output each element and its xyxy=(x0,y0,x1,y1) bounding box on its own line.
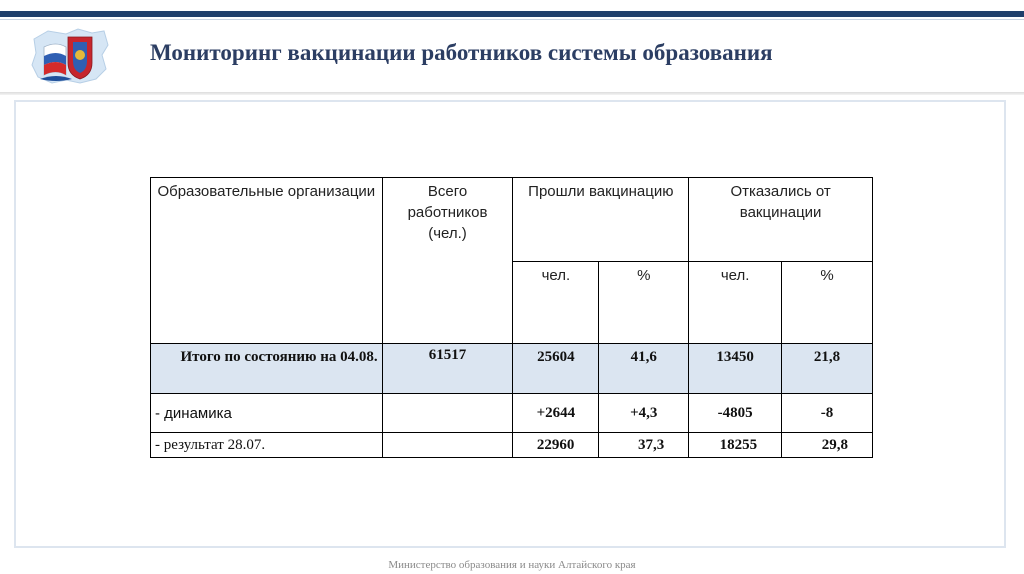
cell-total xyxy=(382,433,513,458)
header-divider xyxy=(0,92,1024,95)
header-vaccinated: Прошли вакцинацию xyxy=(513,178,689,262)
cell-refused-percent: 21,8 xyxy=(782,344,873,394)
cell-refused-percent: 29,8 xyxy=(782,433,873,458)
cell-vaccinated-people: 22960 xyxy=(513,433,599,458)
cell-vaccinated-percent: +4,3 xyxy=(599,394,689,433)
cell-vaccinated-percent: 41,6 xyxy=(599,344,689,394)
subheader-vaccinated-percent: % xyxy=(599,262,689,344)
cell-refused-people: 18255 xyxy=(689,433,782,458)
table-header-row xyxy=(151,178,873,262)
header-refused: Отказались от вакцинации xyxy=(689,178,873,262)
ministry-logo-icon xyxy=(26,25,110,87)
top-accent-line xyxy=(0,19,1024,20)
cell-vaccinated-percent: 37,3 xyxy=(599,433,689,458)
cell-total: 61517 xyxy=(382,344,513,394)
subheader-refused-percent: % xyxy=(782,262,873,344)
cell-refused-people: 13450 xyxy=(689,344,782,394)
top-accent-bar xyxy=(0,11,1024,17)
cell-refused-people: -4805 xyxy=(689,394,782,433)
footer-text: Министерство образования и науки Алтайского края xyxy=(388,559,636,571)
table-row xyxy=(151,344,873,394)
cell-vaccinated-people: 25604 xyxy=(513,344,599,394)
table-row xyxy=(151,433,873,458)
header-org: Образовательные организации xyxy=(151,178,383,344)
row-label: - результат 28.07. xyxy=(151,433,383,458)
row-label: Итого по состоянию на 04.08. xyxy=(151,344,383,394)
vaccination-table xyxy=(150,177,873,458)
page-title: Мониторинг вакцинации работников системы образования xyxy=(150,40,773,65)
cell-refused-percent: -8 xyxy=(782,394,873,433)
cell-total xyxy=(382,394,513,433)
table-row xyxy=(151,394,873,433)
cell-vaccinated-people: +2644 xyxy=(513,394,599,433)
row-label: - динамика xyxy=(151,394,383,433)
subheader-refused-people: чел. xyxy=(689,262,782,344)
header-total: Всего работников (чел.) xyxy=(382,178,513,344)
subheader-vaccinated-people: чел. xyxy=(513,262,599,344)
